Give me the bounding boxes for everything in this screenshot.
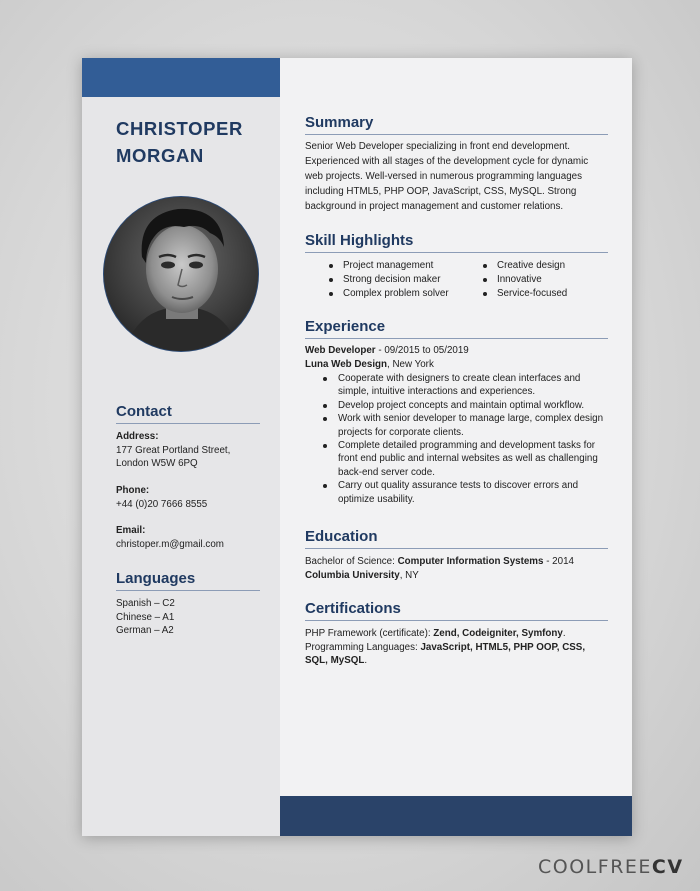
language-item: German – A2 xyxy=(116,625,174,636)
logo-text-part2: CV xyxy=(651,856,684,878)
experience-bullet: Develop project concepts and maintain optimal workflow. xyxy=(317,399,610,412)
skill-item: Strong decision maker xyxy=(327,273,449,287)
email-label: Email: xyxy=(116,525,146,536)
summary-text: Senior Web Developer specializing in front end development. Experienced with all stages of the development cycle for dynamic web projects. Well-versed in numerous programming languages including HTML5, PHP OOP, JavaScript, CSS, MySQL. Strong background in project management and customer relations. xyxy=(305,141,589,212)
cert-line1-prefix: PHP Framework (certificate): xyxy=(305,628,434,639)
certifications-heading: Certifications xyxy=(305,600,608,621)
skills-column-1 xyxy=(327,259,449,302)
experience-heading: Experience xyxy=(305,318,608,339)
cert-line2-prefix: Programming Languages: xyxy=(305,641,421,653)
skills-heading: Skill Highlights xyxy=(305,232,608,253)
experience-job xyxy=(305,344,608,371)
company-name: Luna Web Design xyxy=(305,358,388,370)
language-item: Chinese – A1 xyxy=(116,611,175,623)
cert-line2-suffix: . xyxy=(364,655,368,666)
skill-item: Project management xyxy=(327,259,449,273)
school-location: , NY xyxy=(399,569,419,581)
resume-page xyxy=(82,58,632,836)
logo-text-part1: COOLFREE xyxy=(538,856,652,878)
bottom-accent-bar xyxy=(280,796,632,836)
phone-label: Phone: xyxy=(116,485,150,496)
degree-year: - 2014 xyxy=(543,556,574,567)
job-title: Web Developer xyxy=(305,345,376,356)
school-name: Columbia University xyxy=(305,569,400,581)
education-heading: Education xyxy=(305,528,608,549)
education-text xyxy=(305,555,608,582)
summary-heading: Summary xyxy=(305,114,608,135)
skills-column-2 xyxy=(481,259,567,302)
cert-line2-value: JavaScript, HTML5, PHP OOP, CSS, SQL, MySQL xyxy=(305,641,586,666)
experience-bullet: Complete detailed programming and development tasks for front end public and internal websites as well as challenging back-end server code. xyxy=(317,439,610,479)
first-name: CHRISTOPER xyxy=(116,118,243,139)
skill-item: Service-focused xyxy=(481,287,567,301)
profile-photo xyxy=(103,196,259,352)
languages-list xyxy=(116,597,276,638)
experience-bullet: Carry out quality assurance tests to discover errors and optimize usability. xyxy=(317,479,610,506)
job-dates: - 09/2015 to 05/2019 xyxy=(375,345,469,356)
degree-prefix: Bachelor of Science: xyxy=(305,556,398,567)
portrait-image xyxy=(104,197,259,352)
company-location: , New York xyxy=(387,358,434,370)
degree-field: Computer Information Systems xyxy=(397,556,544,567)
address-line2: London W5W 6PQ xyxy=(116,458,198,469)
contact-address xyxy=(116,430,276,471)
email-value: christoper.m@gmail.com xyxy=(116,538,224,550)
contact-phone xyxy=(116,484,276,511)
skill-item: Complex problem solver xyxy=(327,287,449,301)
experience-bullet: Cooperate with designers to create clean interfaces and simple, intuitive interactions and experiences. xyxy=(317,372,610,399)
person-name xyxy=(116,115,276,169)
phone-value: +44 (0)20 7666 8555 xyxy=(116,498,208,510)
address-line1: 177 Great Portland Street, xyxy=(116,444,231,456)
language-item: Spanish – C2 xyxy=(116,598,175,609)
experience-bullets xyxy=(317,372,610,506)
languages-heading: Languages xyxy=(116,570,260,591)
address-label: Address: xyxy=(116,431,159,442)
cert-line1-value: Zend, Codeigniter, Symfony xyxy=(433,628,563,639)
cert-line1-suffix: . xyxy=(562,628,566,639)
contact-heading: Contact xyxy=(116,403,260,424)
last-name: MORGAN xyxy=(116,145,204,166)
skill-item: Innovative xyxy=(481,273,567,287)
top-accent-bar xyxy=(82,58,280,97)
contact-email xyxy=(116,524,276,551)
certifications-text xyxy=(305,627,608,668)
experience-bullet: Work with senior developer to manage large, complex design projects for corporate clients. xyxy=(317,412,610,439)
coolfreecv-logo xyxy=(538,856,684,878)
skill-item: Creative design xyxy=(481,259,567,273)
